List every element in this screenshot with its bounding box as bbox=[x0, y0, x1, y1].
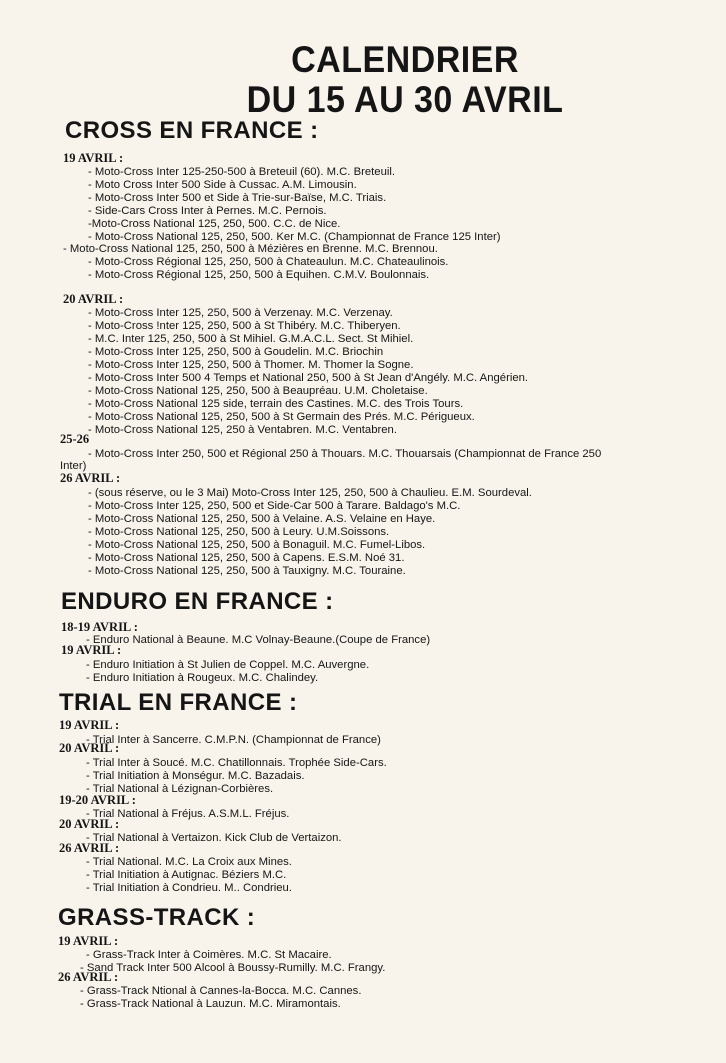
list-item: - Trial Inter à Soucé. M.C. Chatillonnais. Trophée Side-Cars. bbox=[86, 757, 387, 769]
trial-heading: TRIAL EN FRANCE : bbox=[59, 689, 298, 716]
list-item: Inter) bbox=[60, 460, 87, 472]
list-item: - Grass-Track Ntional à Cannes-la-Bocca. M.C. Cannes. bbox=[80, 985, 362, 997]
list-item: - Trial Initiation à Autignac. Béziers M.C. bbox=[86, 869, 287, 881]
list-item: - Trial National à Lézignan-Corbières. bbox=[86, 783, 274, 795]
list-item: - Moto-Cross Régional 125, 250, 500 à Chateaulun. M.C. Chateaulinois. bbox=[88, 256, 449, 268]
list-item: - Moto-Cross National 125, 250, 500 à Capens. E.S.M. Noé 31. bbox=[88, 552, 405, 564]
grass-date-19: 19 AVRIL : bbox=[58, 934, 119, 948]
trial-date-20: 20 AVRIL : bbox=[59, 741, 120, 755]
list-item: - Side-Cars Cross Inter à Pernes. M.C. Pernois. bbox=[88, 205, 327, 217]
list-item: - Moto-Cross National 125, 250, 500 à Beaupréau. U.M. Choletaise. bbox=[88, 385, 428, 397]
list-item: - Sand Track Inter 500 Alcool à Boussy-Rumilly. M.C. Frangy. bbox=[80, 962, 386, 974]
enduro-date-19: 19 AVRIL : bbox=[61, 643, 122, 657]
list-item: - Moto-Cross National 125, 250, 500 à Tauxigny. M.C. Touraine. bbox=[88, 565, 406, 577]
list-item: - Moto-Cross National 125, 250, 500 à St Germain des Prés. M.C. Périgueux. bbox=[88, 411, 475, 423]
cross-date-19: 19 AVRIL : bbox=[63, 151, 124, 165]
cross-date-26: 26 AVRIL : bbox=[60, 471, 121, 485]
grass-date-26: 26 AVRIL : bbox=[58, 970, 119, 984]
list-item: - Trial Inter à Sancerre. C.M.P.N. (Championnat de France) bbox=[86, 734, 381, 746]
list-item: - M.C. Inter 125, 250, 500 à St Mihiel. G.M.A.C.L. Sect. St Mihiel. bbox=[88, 333, 414, 345]
list-item: - Trial Initiation à Monségur. M.C. Bazadais. bbox=[86, 770, 305, 782]
list-item: - Moto-Cross National 125 side, terrain des Castines. M.C. des Trois Tours. bbox=[88, 398, 464, 410]
list-item: - Enduro National à Beaune. M.C Volnay-Beaune.(Coupe de France) bbox=[86, 634, 431, 646]
list-item: - Moto-Cross Régional 125, 250, 500 à Equihen. C.M.V. Boulonnais. bbox=[88, 269, 430, 281]
list-item: - Trial National à Fréjus. A.S.M.L. Fréjus. bbox=[86, 808, 290, 820]
list-item: - Trial National. M.C. La Croix aux Mines. bbox=[86, 856, 292, 868]
list-item: - Grass-Track National à Lauzun. M.C. Miramontais. bbox=[80, 998, 341, 1010]
cross-date-25-26: 25-26 bbox=[60, 432, 90, 446]
grass-heading: GRASS-TRACK : bbox=[58, 904, 256, 931]
list-item: - Moto Cross Inter 500 Side à Cussac. A.M. Limousin. bbox=[88, 179, 357, 191]
list-item: - Moto-Cross National 125, 250, 500 à Mézières en Brenne. M.C. Brennou. bbox=[63, 243, 438, 255]
list-item: - Moto-Cross National 125, 250, 500. Ker M.C. (Championnat de France 125 Inter) bbox=[88, 231, 501, 243]
cross-date-20: 20 AVRIL : bbox=[63, 292, 124, 306]
trial-date-26: 26 AVRIL : bbox=[59, 841, 120, 855]
list-item: - Moto-Cross Inter 250, 500 et Régional 250 à Thouars. M.C. Thouarsais (Championnat de France 250 bbox=[88, 448, 602, 460]
list-item: - Moto-Cross Inter 125, 250, 500 à Thomer. M. Thomer la Sogne. bbox=[88, 359, 414, 371]
list-item: - Grass-Track Inter à Coimères. M.C. St Macaire. bbox=[86, 949, 332, 961]
list-item: - Moto-Cross National 125, 250, 500 à Velaine. A.S. Velaine en Haye. bbox=[88, 513, 436, 525]
trial-date-19: 19 AVRIL : bbox=[59, 718, 120, 732]
list-item: - Moto-Cross Inter 125-250-500 à Breteuil (60). M.C. Breteuil. bbox=[88, 166, 396, 178]
list-item: - Trial National à Vertaizon. Kick Club de Vertaizon. bbox=[86, 832, 342, 844]
list-item: - Moto-Cross National 125, 250 à Ventabren. M.C. Ventabren. bbox=[88, 424, 397, 436]
list-item: - Moto-Cross National 125, 250, 500 à Leury. U.M.Soissons. bbox=[88, 526, 390, 538]
list-item: - Moto-Cross Inter 125, 250, 500 et Side-Car 500 à Tarare. Baldago's M.C. bbox=[88, 500, 461, 512]
list-item: - Moto-Cross Inter 125, 250, 500 à Goudelin. M.C. Briochin bbox=[88, 346, 384, 358]
trial-date-19-20: 19-20 AVRIL : bbox=[59, 793, 136, 807]
list-item: - Moto-Cross Inter 125, 250, 500 à Verzenay. M.C. Verzenay. bbox=[88, 307, 393, 319]
list-item: - Moto-Cross National 125, 250, 500 à Bonaguil. M.C. Fumel-Libos. bbox=[88, 539, 426, 551]
list-item: - Enduro Initiation à Rougeux. M.C. Chalindey. bbox=[86, 672, 319, 684]
enduro-date-18-19: 18-19 AVRIL : bbox=[61, 620, 138, 634]
list-item: - Moto-Cross Inter 500 et Side à Trie-sur-Baïse, M.C. Triais. bbox=[88, 192, 387, 204]
list-item: - Moto-Cross Inter 500 4 Temps et National 250, 500 à St Jean d'Angély. M.C. Angérien. bbox=[88, 372, 529, 384]
list-item: - Trial Initiation à Condrieu. M.. Condrieu. bbox=[86, 882, 292, 894]
page-title-line2: DU 15 AU 30 AVRIL bbox=[246, 79, 564, 120]
list-item: - (sous réserve, ou le 3 Mai) Moto-Cross Inter 125, 250, 500 à Chaulieu. E.M. Sourdeval. bbox=[88, 487, 532, 499]
trial-date-20b: 20 AVRIL : bbox=[59, 817, 120, 831]
enduro-heading: ENDURO EN FRANCE : bbox=[61, 588, 334, 615]
page-title-line1: CALENDRIER bbox=[291, 39, 519, 80]
list-item: - Moto-Cross !nter 125, 250, 500 à St Thibéry. M.C. Thiberyen. bbox=[88, 320, 401, 332]
cross-heading: CROSS EN FRANCE : bbox=[65, 117, 319, 144]
list-item: -Moto-Cross National 125, 250, 500. C.C. de Nice. bbox=[88, 218, 341, 230]
list-item: - Enduro Initiation à St Julien de Coppel. M.C. Auvergne. bbox=[86, 659, 370, 671]
